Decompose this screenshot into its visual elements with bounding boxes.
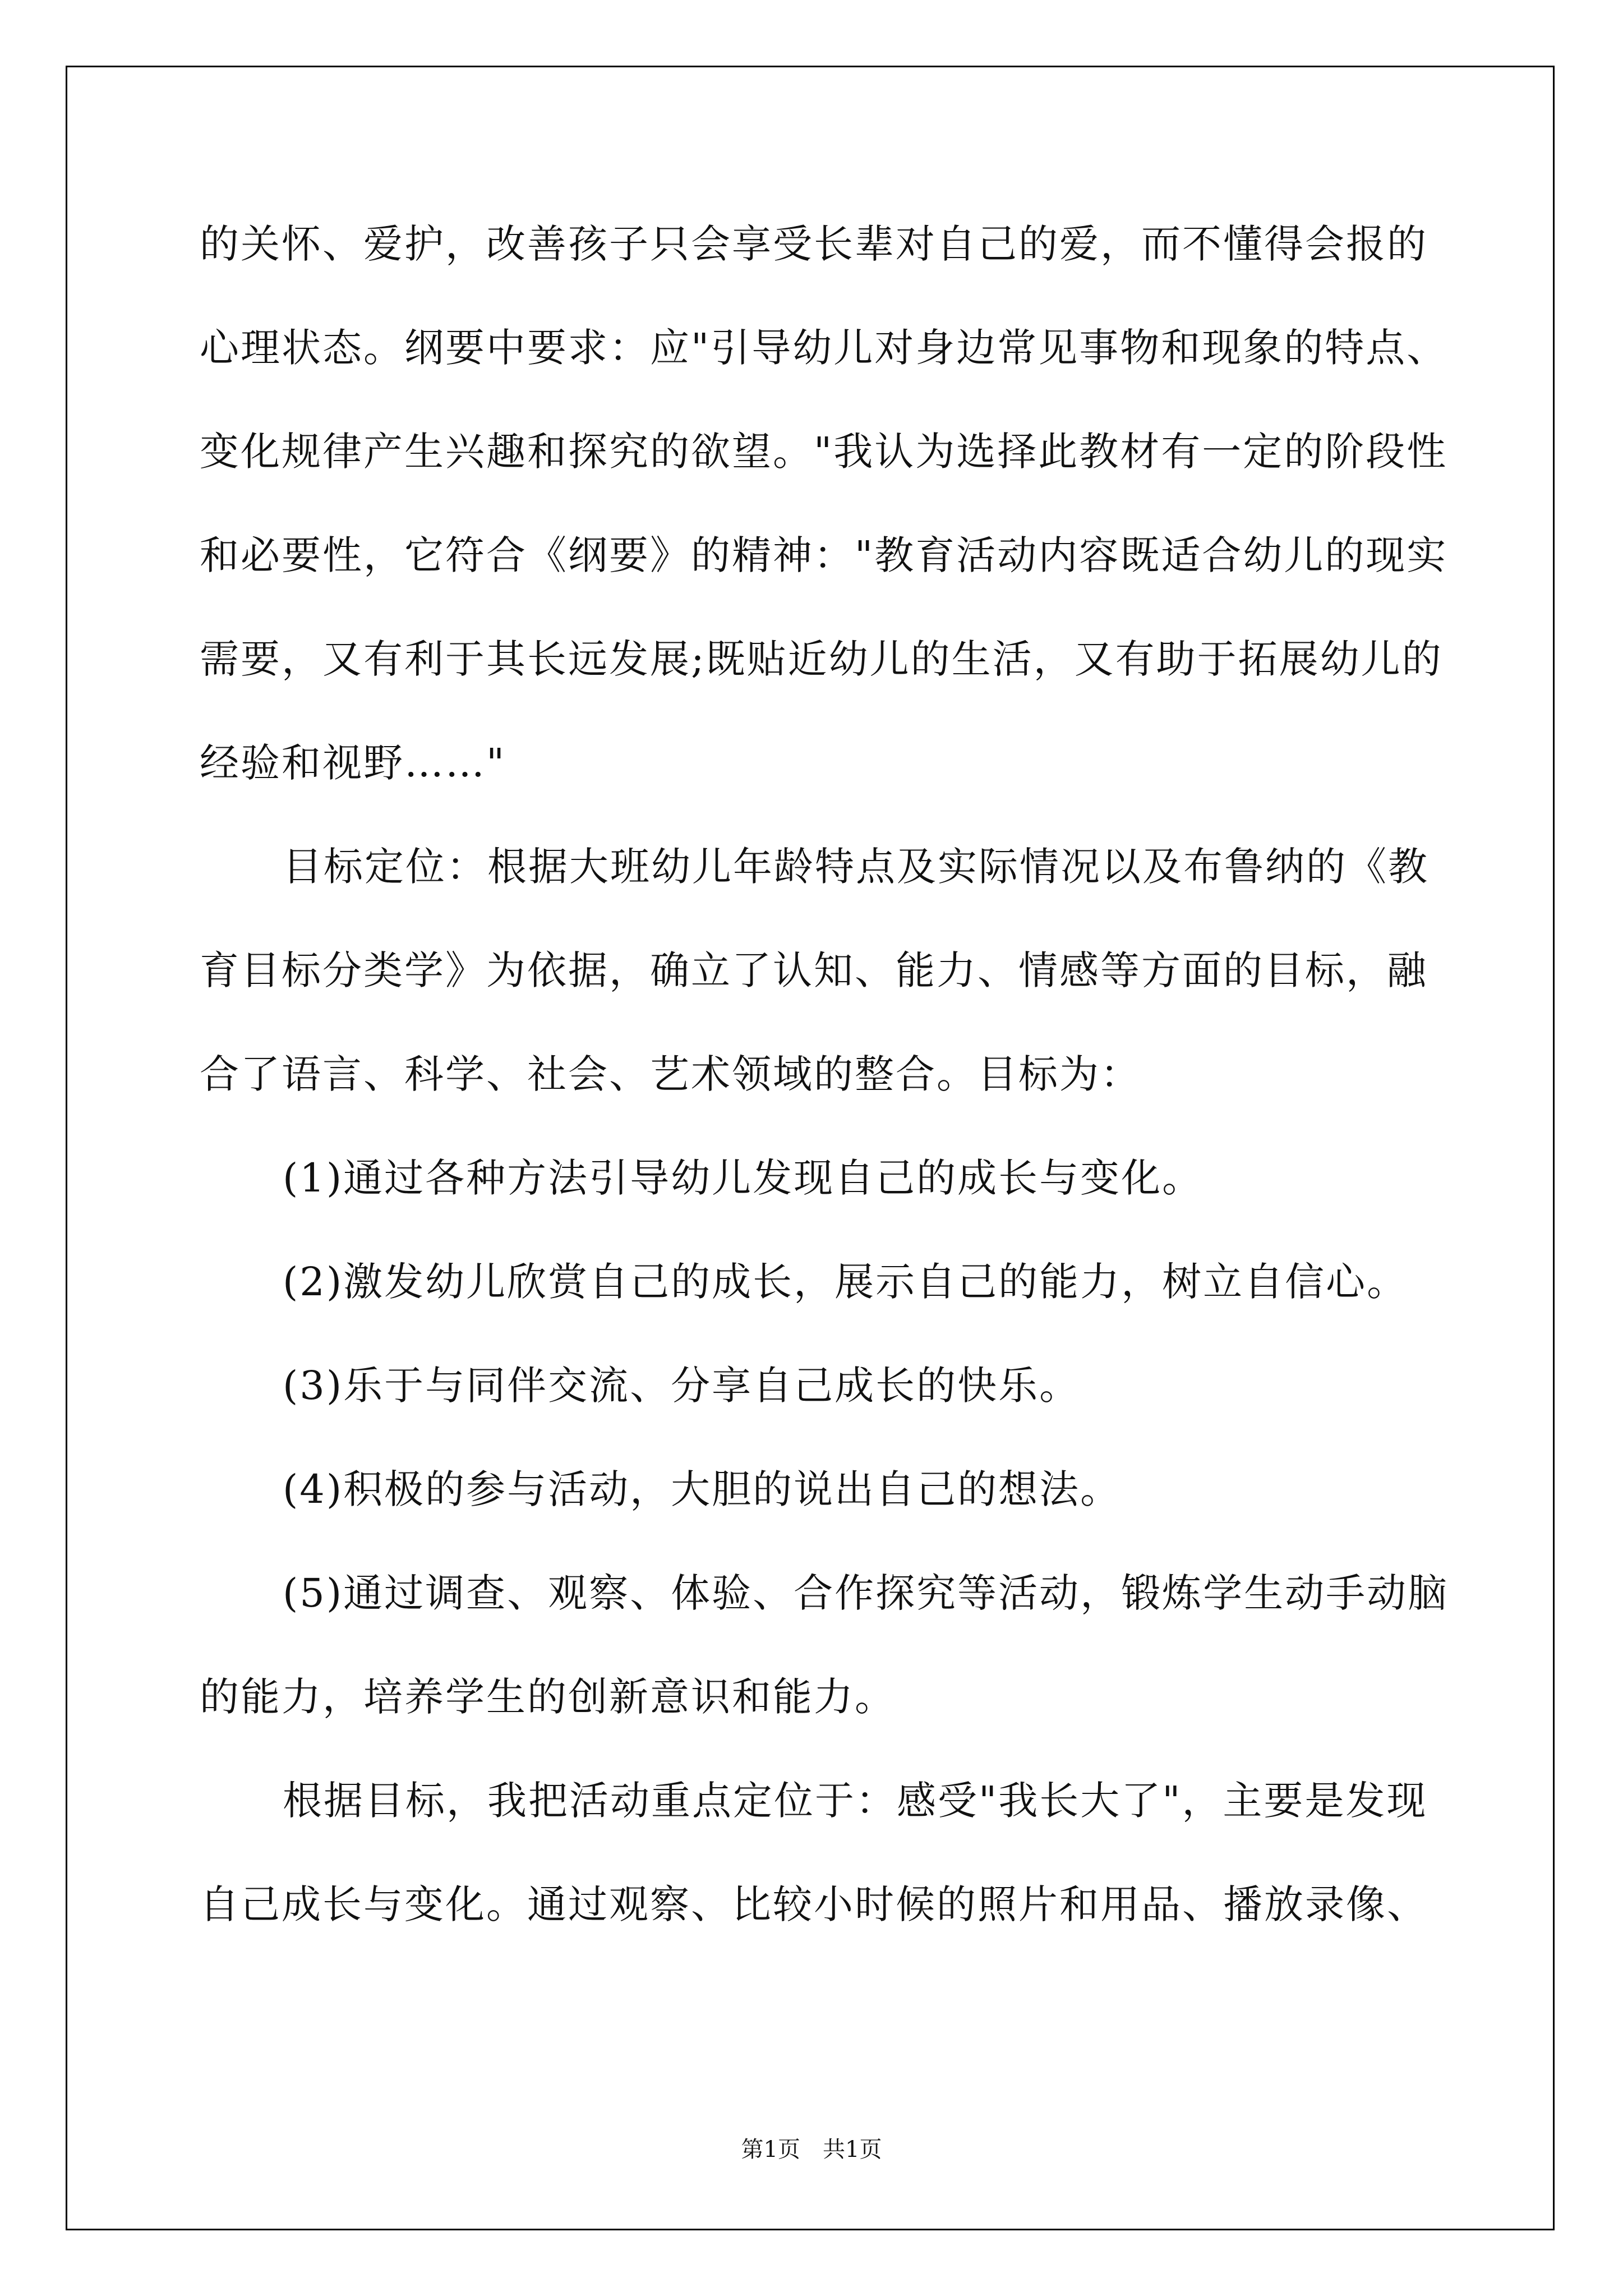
list-item: (5)通过调查、观察、体验、合作探究等活动，锻炼学生动手动脑 <box>283 1570 1449 1616</box>
text-line: 和必要性，它符合《纲要》的精神："教育活动内容既适合幼儿的现实 <box>200 532 1448 578</box>
text-line: 变化规律产生兴趣和探究的欲望。"我认为选择此教材有一定的阶段性 <box>200 429 1448 475</box>
text-line: 经验和视野……" <box>200 740 506 786</box>
text-line: 需要，又有利于其长远发展;既贴近幼儿的生活，又有助于拓展幼儿的 <box>200 636 1443 682</box>
text-line: 目标定位：根据大班幼儿年龄特点及实际情况以及布鲁纳的《教 <box>283 844 1429 890</box>
list-item: (4)积极的参与活动，大胆的说出自己的想法。 <box>283 1466 1122 1512</box>
text-line: 根据目标，我把活动重点定位于：感受"我长大了"，主要是发现 <box>283 1778 1428 1824</box>
text-line: 合了语言、科学、社会、艺术领域的整合。目标为： <box>200 1051 1141 1097</box>
list-item: (2)激发幼儿欣赏自己的成长，展示自己的能力，树立自信心。 <box>283 1259 1408 1305</box>
text-line: 的关怀、爱护，改善孩子只会享受长辈对自己的爱，而不懂得会报的 <box>200 221 1428 267</box>
page-number-footer: 第1页 共1页 <box>741 2137 882 2162</box>
list-item: (1)通过各种方法引导幼儿发现自己的成长与变化。 <box>283 1155 1204 1201</box>
text-line: 自己成长与变化。通过观察、比较小时候的照片和用品、播放录像、 <box>200 1881 1428 1927</box>
text-line: 心理状态。纲要中要求：应"引导幼儿对身边常见事物和现象的特点、 <box>200 325 1448 371</box>
text-line: 的能力，培养学生的创新意识和能力。 <box>200 1674 896 1720</box>
list-item: (3)乐于与同伴交流、分享自己成长的快乐。 <box>283 1363 1081 1409</box>
text-line: 育目标分类学》为依据，确立了认知、能力、情感等方面的目标，融 <box>200 947 1428 993</box>
